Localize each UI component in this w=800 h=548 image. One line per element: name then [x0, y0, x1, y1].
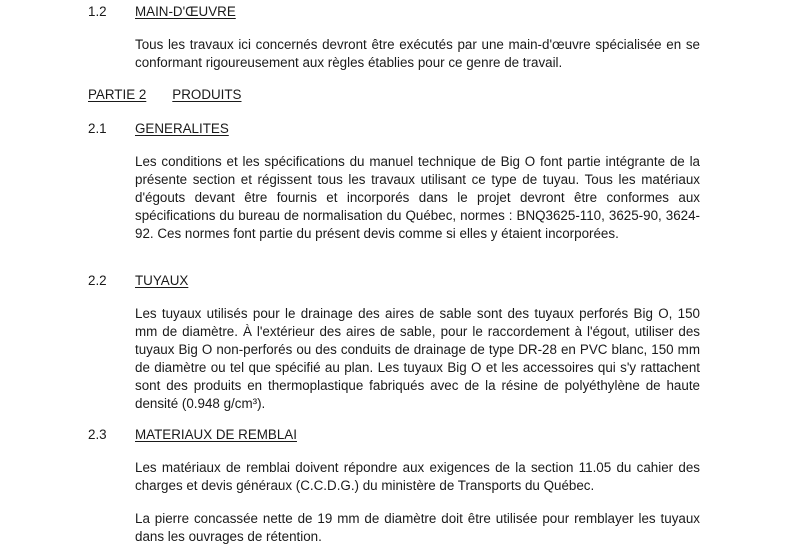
section-title: MAIN-D'ŒUVRE: [135, 4, 236, 19]
section-number: 2.1: [88, 121, 107, 136]
section-2-3-paragraph-2: La pierre concassée nette de 19 mm de diamètre doit être utilisée pour remblayer les tuyaux dans les ouvrages de rétention.: [135, 511, 700, 544]
section-number: 2.2: [88, 273, 107, 288]
section-title: MATERIAUX DE REMBLAI: [135, 427, 297, 442]
section-title: GENERALITES: [135, 121, 229, 136]
section-1-2-paragraph: Tous les travaux ici concernés devront être exécutés par une main-d'œuvre spécialisée en se conformant rigoureusement aux règles établies pour ce genre de travail.: [135, 37, 700, 70]
section-title: TUYAUX: [135, 273, 189, 288]
part-title: PRODUITS: [172, 87, 242, 102]
section-2-3-paragraph-1: Les matériaux de remblai doivent répondre aux exigences de la section 11.05 du cahier des charges et devis généraux (C.C.D.G.) du ministère de Transports du Québec.: [135, 460, 700, 493]
part-2-heading: [88, 86, 242, 104]
part-label: PARTIE 2: [88, 87, 147, 102]
section-number: 1.2: [88, 4, 107, 19]
section-2-2-paragraph: Les tuyaux utilisés pour le drainage des aires de sable sont des tuyaux perforés Big O, 150 mm de diamètre. À l'extérieur des aires de sable, pour le raccordement à l'égout, utiliser des tuyaux Big O non-perforés ou des conduits de drainage de type DR-28 en PVC blanc, 150 mm de diamètre ou tel que spécifié au plan. Les tuyaux Big O et les accessoires qui s'y rattachent sont des produits en thermoplastique fabriqués avec de la résine de polyéthylène de haute densité (0.948 g/cm³).: [135, 306, 700, 411]
section-2-1-paragraph: Les conditions et les spécifications du manuel technique de Big O font partie intégrante de la présente section et régissent tous les travaux utilisant ce type de tuyau. Tous les matériaux d'égouts devant être fournis et incorporés dans le projet devront être conformes aux spécifications du bureau de normalisation du Québec, normes : BNQ3625-110, 3625-90, 3624-92. Ces normes font partie du présent devis comme si elles y étaient incorporées.: [135, 154, 700, 241]
section-number: 2.3: [88, 427, 107, 442]
